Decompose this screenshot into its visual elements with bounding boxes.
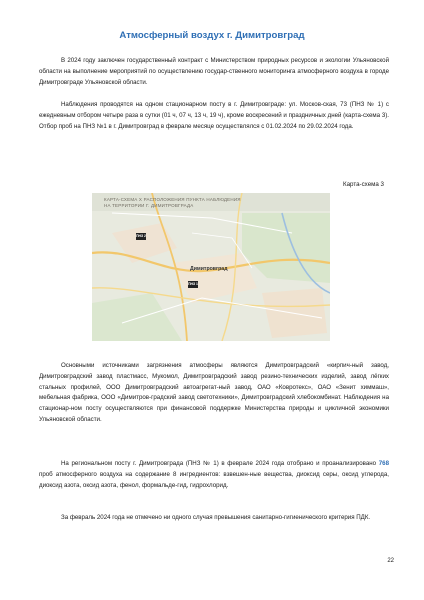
paragraph-conclusion — [39, 513, 389, 524]
map-city-label: Димитровград — [190, 266, 228, 272]
paragraph-observations-text: Наблюдения проводятся на одном стационарном посту в г. Димитровграде: ул. Москов-ская, 73 (ПНЗ № 1) с ежедневным отбором четыре раза в сутки (01 ч, 07 ч, 13 ч, 19 ч), кроме воскресений и праздничных дней (карта-схема 3). Отбор проб на ПНЗ №1 в г. Димитровград в феврале месяце осуществлялся с 01.02.2024 по 29.02.2024 года. — [39, 101, 389, 130]
map-title — [104, 197, 241, 208]
station-marker-pnz: ПНЗ 2 — [136, 234, 146, 238]
map-title-line2: НА ТЕРРИТОРИИ Г. ДИМИТРОВГРАДА — [104, 202, 194, 208]
station-marker-pnz-1: ПНЗ 1 — [188, 282, 198, 286]
paragraph-sources-text: Основными источниками загрязнения атмосферы являются Димитровградский «кирпич-ный завод, Димитровградский завод пластмасс, Мукомол, Димитровградский завод резино-технических изделий, завод лёгких стальных профилей, ООО Димитровградский автоагрегат-ный завод, ОАО «Ковротекс», ОАО «Зенит химмаш», мебельная фабрика, ООО «Димитров-градский завод светотехники», Димитровградский хлебокомбинат. Наблюдения на стационар-ном посту осуществляются при финансовой поддержке Министерства природы и цикличной экономики Ульяновской области. — [39, 362, 389, 423]
map-title-line1: КАРТА-СХЕМА Х РАСПОЛОЖЕНИЯ ПУНКТА НАБЛЮДЕНИЯ — [104, 197, 241, 202]
location-map — [92, 193, 330, 341]
page-number: 22 — [387, 558, 394, 564]
paragraph-observations — [39, 100, 389, 132]
paragraph-conclusion-text: За февраль 2024 года не отмечено ни одного случая превышения санитарно-гигиенического критерия ПДК. — [61, 514, 371, 521]
paragraph-contract — [39, 56, 389, 88]
sample-count: 768 — [378, 460, 389, 467]
paragraph-contract-text: В 2024 году заключен государственный контракт с Министерством природных ресурсов и экологии Ульяновской области на выполнение мероприятий по осуществлению государ-ственного мониторинга атмосферного воздуха в городе Димитровграде Ульяновской области. — [39, 57, 389, 86]
paragraph-samples-text-a: На региональном посту г. Димитровграда (ПНЗ № 1) в феврале 2024 года отобрано и проанализировано — [61, 460, 379, 467]
paragraph-samples-text-b: проб атмосферного воздуха на содержание 8 ингредиентов: взвешен-ные вещества, диоксид серы, оксид углерода, диоксид азота, оксид азота, фенол, формальде-гид, гидрохлорид. — [39, 470, 389, 489]
page-title: Атмосферный воздух г. Димитровград — [119, 30, 305, 41]
map-caption: Карта-схема 3 — [342, 181, 384, 188]
paragraph-sources — [39, 361, 389, 426]
paragraph-samples — [39, 459, 389, 491]
